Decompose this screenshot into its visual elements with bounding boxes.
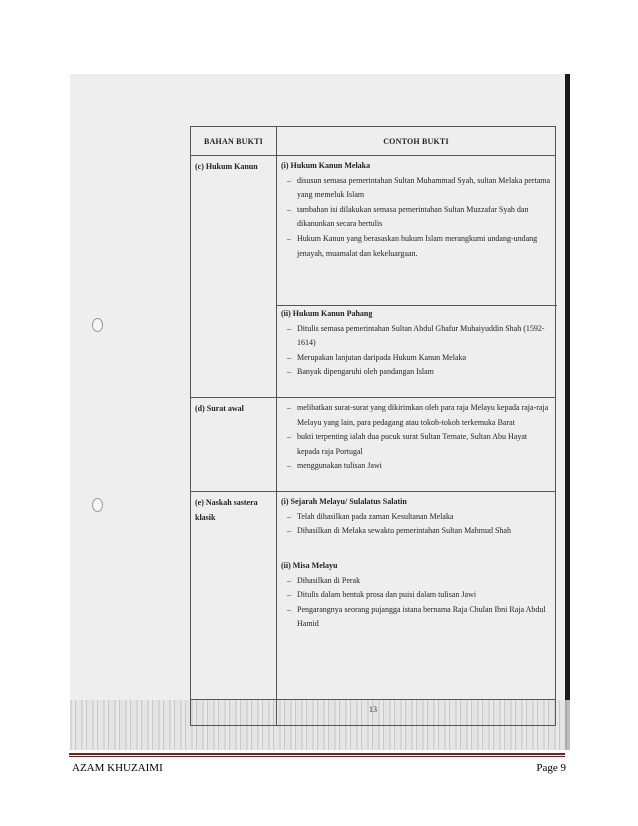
list-item: – Ditulis dalam bentuk prosa dan puisi dalam tulisan Jawi — [287, 590, 477, 600]
column-divider — [276, 127, 277, 725]
scan-dark-edge — [565, 74, 570, 750]
table-bottom-divider — [191, 699, 555, 700]
footer-rule — [69, 756, 565, 757]
list-item: – Pengarangnya seorang pujangga istana bernama Raja Chulan Ibni Raja Abdul Hamid — [287, 604, 546, 629]
footer-page-number: Page 9 — [536, 762, 566, 774]
section-title: (i) Sejarah Melayu/ Sulalatus Salatin — [281, 497, 407, 506]
list-item: – melibatkan surat-surat yang dikirimkan oleh para raja Melayu kepada raja-raja Melayu yang lain, para pedagang atau tokoh-tokoh terkemuka Barat — [287, 403, 549, 427]
subsection-divider — [276, 305, 557, 306]
list-item: – menggunakan tulisan Jawi — [287, 461, 382, 471]
list-item: – Hukum Kanun yang berasaskan hukum Islam merangkumi undang-undang jenayah, muamalat dan kekeluargaan. — [287, 233, 538, 258]
category-hukum-kanun: (c) Hukum Kanun — [195, 162, 258, 171]
category-surat-awal: (d) Surat awal — [195, 404, 244, 413]
list-item: – Dihasilkan di Perak — [287, 575, 361, 585]
section-title: (ii) Hukum Kanun Pahang — [281, 309, 373, 318]
scanned-page — [70, 74, 570, 750]
row-divider — [191, 491, 555, 492]
category-naskah-sastera-klasik: (e) Naskah sastera klasik — [195, 498, 258, 522]
section-hukum-kanun-melaka — [281, 159, 551, 261]
list-item: – Banyak dipengaruhi oleh pandangan Islam — [287, 367, 434, 377]
section-sejarah-melayu — [281, 495, 551, 539]
section-misa-melayu — [281, 559, 551, 632]
row-divider — [191, 397, 555, 398]
list-item: – Merupakan lanjutan daripada Hukum Kanun Melaka — [287, 352, 467, 362]
list-item: – bukti terpenting ialah dua pucuk surat Sultan Ternate, Sultan Abu Hayat kepada raja Portugal — [287, 432, 528, 456]
scan-page-number: 13 — [369, 705, 377, 714]
list-item: – tambahan isi dilakukan semasa pemerintahan Sultan Muzzafar Syah dan dikanunkan secara bertulis — [287, 204, 529, 229]
list-item: – disusun semasa pemerintahan Sultan Muhammad Syah, sultan Melaka pertama yang memeluk Islam — [287, 175, 551, 200]
section-surat-awal — [281, 401, 551, 474]
list-item: – Telah dihasilkan pada zaman Kesultanan Melaka — [287, 511, 454, 521]
list-item: – Ditulis semasa pemerintahan Sultan Abdul Ghafur Muhaiyuddin Shah (1592-1614) — [287, 323, 545, 348]
header-divider — [191, 155, 555, 156]
list-item: – Dihasilkan di Melaka sewaktu pemerintahan Sultan Mahmud Shah — [287, 526, 511, 536]
punch-hole-icon — [92, 318, 103, 332]
section-hukum-kanun-pahang — [281, 307, 551, 380]
footer-rule — [69, 753, 565, 755]
evidence-table — [190, 126, 556, 726]
section-title: (i) Hukum Kanun Melaka — [281, 161, 371, 170]
section-title: (ii) Misa Melayu — [281, 561, 338, 570]
header-bahan-bukti: BAHAN BUKTI — [204, 136, 263, 146]
footer-author: AZAM KHUZAIMI — [72, 762, 163, 774]
header-contoh-bukti: CONTOH BUKTI — [383, 136, 449, 146]
punch-hole-icon — [92, 498, 103, 512]
